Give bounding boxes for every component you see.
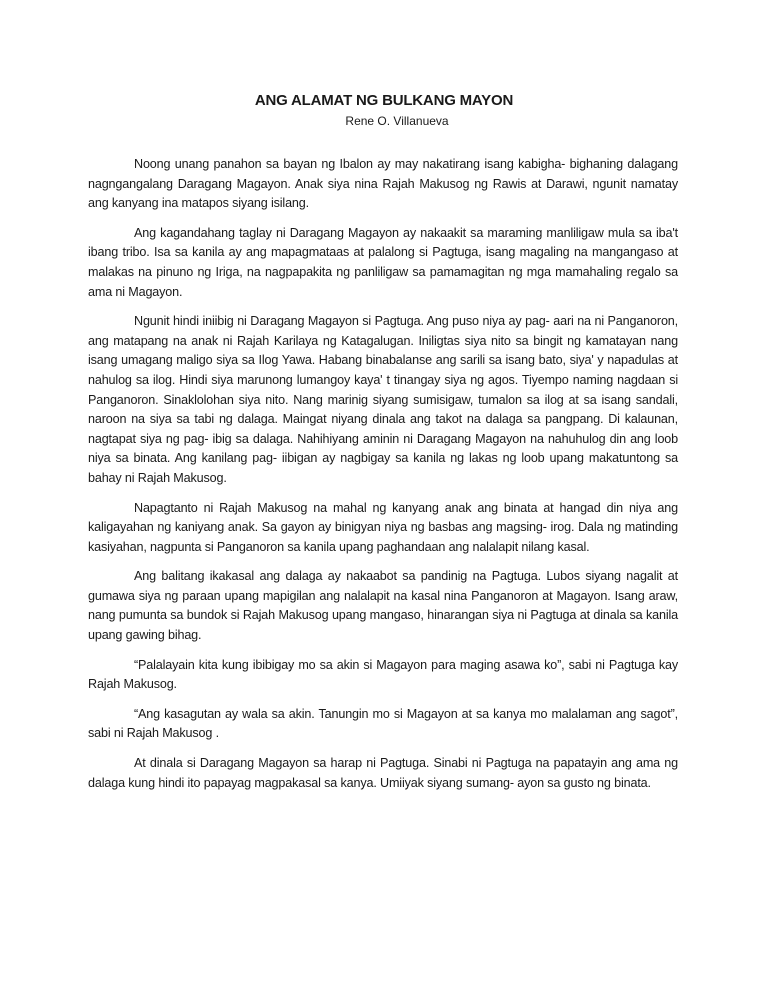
paragraph: Noong unang panahon sa bayan ng Ibalon ay may nakatirang isang kabigha- bighaning dalagang nagngangalang Daragang Magayon. Anak siya nina Rajah Makusog ng Rawis at Darawi, ngunit namatay ang kanyang ina matapos siyang isilang. [88,157,678,211]
paragraph: Ang kagandahang taglay ni Daragang Magayon ay nakaakit sa maraming manliligaw mula sa iba't ibang tribo. Isa sa kanila ay ang mapagmataas at palalong si Pagtuga, isang magaling na mangangaso at malakas na pinuno ng Iriga, na nagpapakita ng panliligaw sa pamamagitan ng mga mamahaling regalo sa ama ni Magayon. [88,225,678,299]
paragraph: “Ang kasagutan ay wala sa akin. Tanungin mo si Magayon at sa kanya mo malalaman ang sagot”, sabi ni Rajah Makusog . [88,706,678,741]
document-author: Rene O. Villanueva [345,114,449,128]
paragraph: At dinala si Daragang Magayon sa harap ni Pagtuga. Sinabi ni Pagtuga na papatayin ang ama ng dalaga kung hindi ito papayag magpakasal sa kanya. Umiiyak siyang sumang- ayon sa gusto ng binata. [88,756,678,790]
paragraph: “Palalayain kita kung ibibigay mo sa akin si Magayon para maging asawa ko”, sabi ni Pagtuga kay Rajah Makusog. [88,657,678,692]
paragraph: Ngunit hindi iniibig ni Daragang Magayon si Pagtuga. Ang puso niya ay pag- aari na ni Panganoron, ang matapang na anak ni Rajah Karilaya ng Katagalugan. Iniligtas siya nito sa bingit ng kamatayan nang isang umagang maligo siya sa Ilog Yawa. Habang binabalanse ang sarili sa isang bato, siya' y napadulas at nahulog sa ilog. Hindi siya marunong lumangoy kaya' t tinangay siya ng agos. Tiyempo naming nagdaan si Panganoron. Sinaklolohan siya nito. Nang marinig siyang sumisigaw, tumalon sa ilog at sa isang sandali, naroon na siya sa tabi ng dalaga. Maingat niyang dinala ang takot na dalaga sa pangpang. Di kalaunan, nagtapat siya ng pag- ibig sa dalaga. Nahihiyang aminin ni Daragang Magayon na nahuhulog din ang loob niya sa binata. Ang kanilang pag- iibigan ay nagbigay sa kanila ng lakas ng loob upang makatuntong sa bahay ni Rajah Makusog. [88,314,678,485]
document-title: ANG ALAMAT NG BULKANG MAYON [254,92,514,109]
document-body [88,155,678,803]
paragraph: Napagtanto ni Rajah Makusog na mahal ng kanyang anak ang binata at hangad din niya ang kaligayahan ng kaniyang anak. Sa gayon ay binigyan niya ng basbas ang magsing- irog. Dala ng matinding kasiyahan, nagpunta si Panganoron sa kanila upang paghandaan ang nalalapit nilang kasal. [88,500,678,554]
paragraph: Ang balitang ikakasal ang dalaga ay nakaabot sa pandinig na Pagtuga. Lubos siyang nagalit at gumawa siya ng paraan upang mapigilan ang nalalapit na kasal nina Panganoron at Magayon. Isang araw, nang pumunta sa bundok si Rajah Makusog upang mangaso, hinarangan siya ni Pagtuga at dinala sa kanila upang gawing bihag. [88,569,678,643]
